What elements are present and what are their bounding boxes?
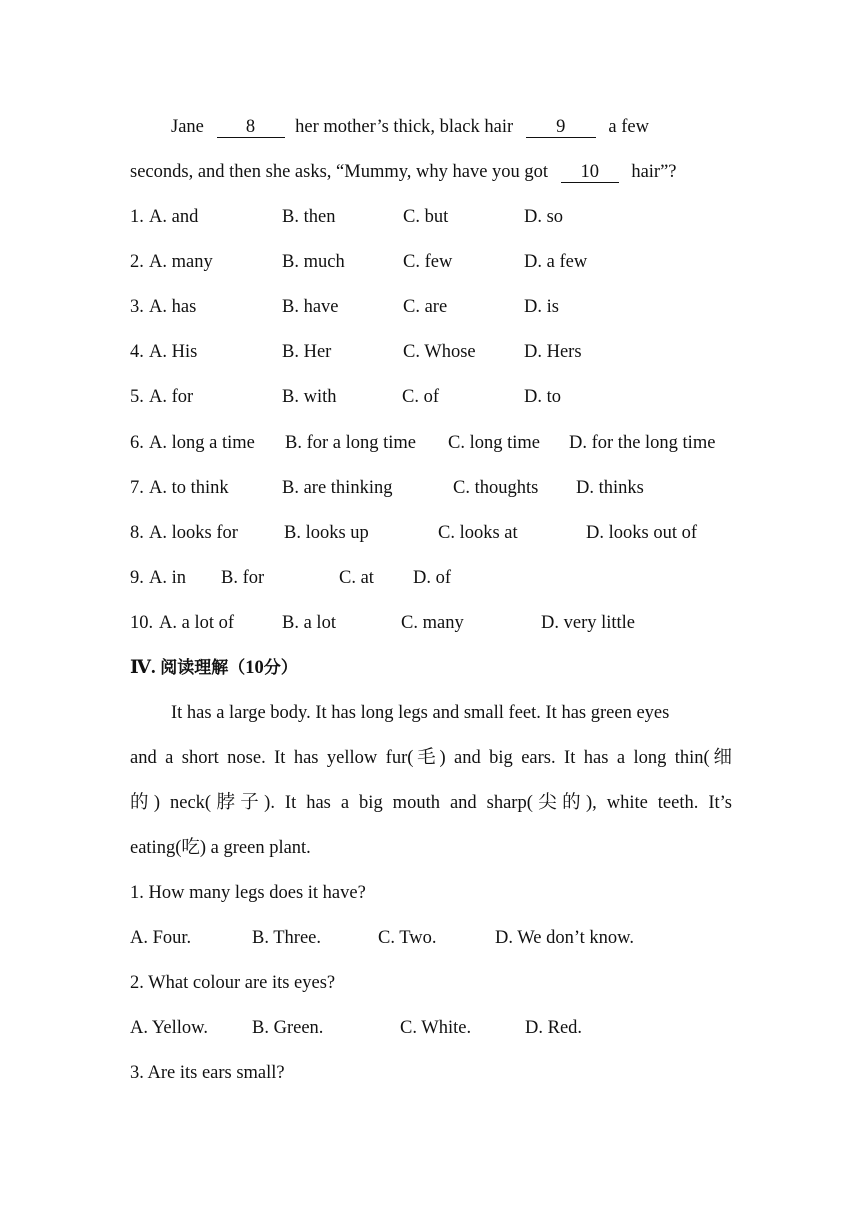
- option-b: B. Green.: [252, 1018, 324, 1038]
- option-c: C. long time: [448, 433, 540, 453]
- option-b: B. then: [282, 207, 336, 227]
- passage-text: her mother’s thick, black hair: [295, 117, 514, 137]
- option-a: A. a lot of: [159, 613, 235, 633]
- option-d: D. very little: [541, 613, 636, 633]
- reading-paragraph-line: 的) neck(脖子). It has a big mouth and sharp(尖的), white teeth. It’s: [130, 793, 732, 813]
- option-c: C. Whose: [403, 342, 476, 362]
- option-c: C. but: [403, 207, 449, 227]
- option-c: C. few: [403, 252, 453, 272]
- blank-9: 9: [526, 117, 596, 138]
- option-a: A. Yellow.: [130, 1018, 208, 1038]
- reading-paragraph-line: and a short nose. It has yellow fur(毛) and big ears. It has a long thin(细: [130, 748, 732, 768]
- option-number: 5.: [130, 387, 144, 407]
- option-a: A. for: [149, 387, 194, 407]
- option-b: B. a lot: [282, 613, 336, 633]
- option-c: C. are: [403, 297, 448, 317]
- reading-paragraph-line: It has a large body. It has long legs and small feet. It has green eyes: [171, 703, 670, 723]
- option-c: C. thoughts: [453, 478, 539, 498]
- option-d: D. is: [524, 297, 559, 317]
- option-b: B. Three.: [252, 928, 322, 948]
- option-a: A. in: [149, 568, 186, 588]
- option-c: C. looks at: [438, 523, 518, 543]
- passage-text: Jane: [171, 117, 204, 137]
- option-d: D. for the long time: [569, 433, 716, 453]
- option-a: A. looks for: [149, 523, 238, 543]
- passage-line-2: [130, 160, 677, 184]
- option-a: A. Four.: [130, 928, 192, 948]
- passage-text: seconds, and then she asks, “Mummy, why have you got: [130, 162, 549, 182]
- passage-text: hair”?: [631, 162, 677, 182]
- blank-8: 8: [217, 117, 285, 138]
- reading-paragraph-line: eating(吃) a green plant.: [130, 838, 311, 858]
- option-c: C. White.: [400, 1018, 472, 1038]
- option-number: 6.: [130, 433, 144, 453]
- option-c: C. of: [402, 387, 439, 407]
- passage-text: a few: [608, 117, 649, 137]
- option-number: 1.: [130, 207, 144, 227]
- section-heading: [130, 656, 298, 680]
- section-title-end: 分）: [263, 658, 298, 678]
- option-b: B. much: [282, 252, 345, 272]
- question-1: 1. How many legs does it have?: [130, 883, 366, 903]
- option-a: A. His: [149, 342, 198, 362]
- question-2: 2. What colour are its eyes?: [130, 973, 336, 993]
- option-c: C. many: [401, 613, 464, 633]
- option-d: D. so: [524, 207, 564, 227]
- option-a: A. to think: [149, 478, 229, 498]
- blank-10: 10: [561, 162, 619, 183]
- option-b: B. are thinking: [282, 478, 393, 498]
- option-d: D. a few: [524, 252, 588, 272]
- section-number: Ⅳ.: [130, 658, 156, 678]
- option-d: D. We don’t know.: [495, 928, 634, 948]
- option-d: D. looks out of: [586, 523, 697, 543]
- option-a: A. and: [149, 207, 199, 227]
- option-b: B. for a long time: [285, 433, 417, 453]
- option-a: A. many: [149, 252, 213, 272]
- option-a: A. long a time: [149, 433, 255, 453]
- section-score: 10: [245, 658, 264, 678]
- option-b: B. with: [282, 387, 337, 407]
- option-d: D. Hers: [524, 342, 582, 362]
- question-3: 3. Are its ears small?: [130, 1063, 285, 1083]
- option-b: B. for: [221, 568, 265, 588]
- option-number: 10.: [130, 613, 154, 633]
- option-d: D. Red.: [525, 1018, 583, 1038]
- section-title: 阅读理解（: [160, 658, 246, 678]
- option-number: 8.: [130, 523, 144, 543]
- option-c: C. Two.: [378, 928, 437, 948]
- passage-line-1: [171, 115, 649, 139]
- option-number: 2.: [130, 252, 144, 272]
- option-number: 3.: [130, 297, 144, 317]
- option-d: D. of: [413, 568, 452, 588]
- option-b: B. Her: [282, 342, 332, 362]
- option-number: 4.: [130, 342, 144, 362]
- option-b: B. have: [282, 297, 339, 317]
- option-number: 9.: [130, 568, 144, 588]
- option-b: B. looks up: [284, 523, 369, 543]
- option-a: A. has: [149, 297, 197, 317]
- option-d: D. to: [524, 387, 561, 407]
- option-c: C. at: [339, 568, 374, 588]
- option-d: D. thinks: [576, 478, 644, 498]
- option-number: 7.: [130, 478, 144, 498]
